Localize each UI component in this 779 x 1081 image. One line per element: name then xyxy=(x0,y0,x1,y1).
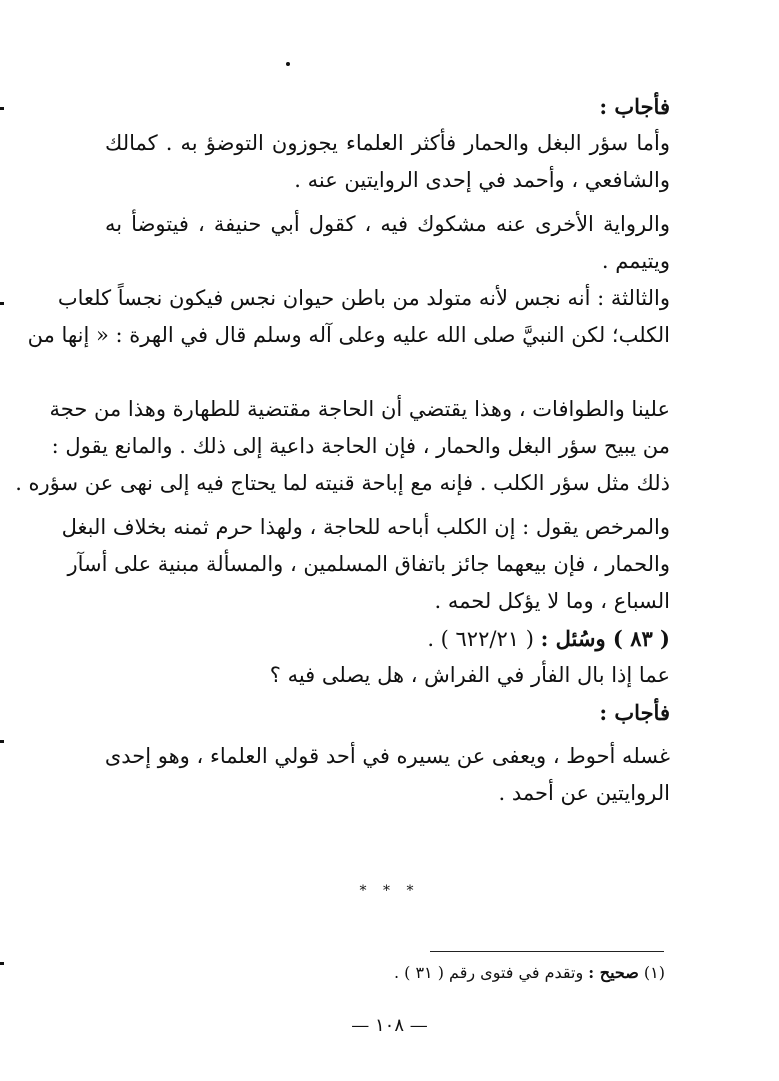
text-line: علينا والطوافات ، وهذا يقتضي أن الحاجة مقتضية للطهارة وهذا من حجة xyxy=(49,397,670,421)
footnote-number: (١) xyxy=(643,963,665,982)
text-line: وأما سؤر البغل والحمار فأكثر العلماء يجوزون التوضؤ به . كمالك xyxy=(105,131,670,155)
text-line xyxy=(105,354,670,391)
text-line: ذلك مثل سؤر الكلب . فإنه مع إباحة قنيته لما يحتاج فيه إلى نهى عن سؤره . xyxy=(15,471,670,495)
footnote-separator xyxy=(430,951,664,952)
question-heading xyxy=(105,620,670,657)
scan-mark xyxy=(0,107,4,110)
page-number: — ١٠٨ — xyxy=(351,1015,428,1036)
question-text: عما إذا بال الفأر في الفراش ، هل يصلى فيه ؟ xyxy=(269,663,670,687)
text-line: ويتيمم . xyxy=(601,249,670,273)
text-line: غسله أحوط ، ويعفى عن يسيره في أحد قولي العلماء ، وهو إحدى xyxy=(104,744,670,768)
text-line: السباع ، وما لا يؤكل لحمه . xyxy=(434,589,670,613)
text-line: والرواية الأخرى عنه مشكوك فيه ، كقول أبي حنيفة ، فيتوضأ به xyxy=(105,212,670,236)
text-line: والمرخص يقول : إن الكلب أباحه للحاجة ، ولهذا حرم ثمنه بخلاف البغل xyxy=(61,515,670,539)
answer-heading: فأجاب : xyxy=(599,700,670,725)
question-reference: ( ٦٢٢/٢١ ) . xyxy=(427,627,534,651)
text-line: من يبيح سؤر البغل والحمار ، فإن الحاجة داعية إلى ذلك . والمانع يقول : xyxy=(51,434,670,458)
text-line: والحمار ، فإن بيعهما جائز باتفاق المسلمين ، والمسألة مبنية على أسآر xyxy=(67,552,670,576)
text-line: الكلب؛ لكن النبيَّ صلى الله عليه وعلى آله وسلم قال في الهرة : « إنها من xyxy=(27,323,670,347)
text-line: والشافعي ، وأحمد في إحدى الروايتين عنه . xyxy=(294,168,670,192)
scan-mark xyxy=(0,962,4,965)
text-line: والثالثة : أنه نجس لأنه متولد من باطن حيوان نجس فيكون نجساً كلعاب xyxy=(57,286,670,310)
section-divider: * * * xyxy=(359,883,420,899)
question-number: ( ٨٣ ) وسُئل : xyxy=(540,626,670,651)
scan-mark xyxy=(0,740,4,743)
footnote xyxy=(394,963,665,982)
scan-mark xyxy=(286,62,290,66)
footnote-grade: صحيح : xyxy=(588,963,639,982)
scan-mark xyxy=(0,302,4,305)
text-line: الروايتين عن أحمد . xyxy=(498,781,670,805)
footnote-text: وتقدم في فتوى رقم ( ٣١ ) . xyxy=(393,963,584,982)
main-text xyxy=(15,88,670,812)
answer-heading: فأجاب : xyxy=(599,94,670,119)
